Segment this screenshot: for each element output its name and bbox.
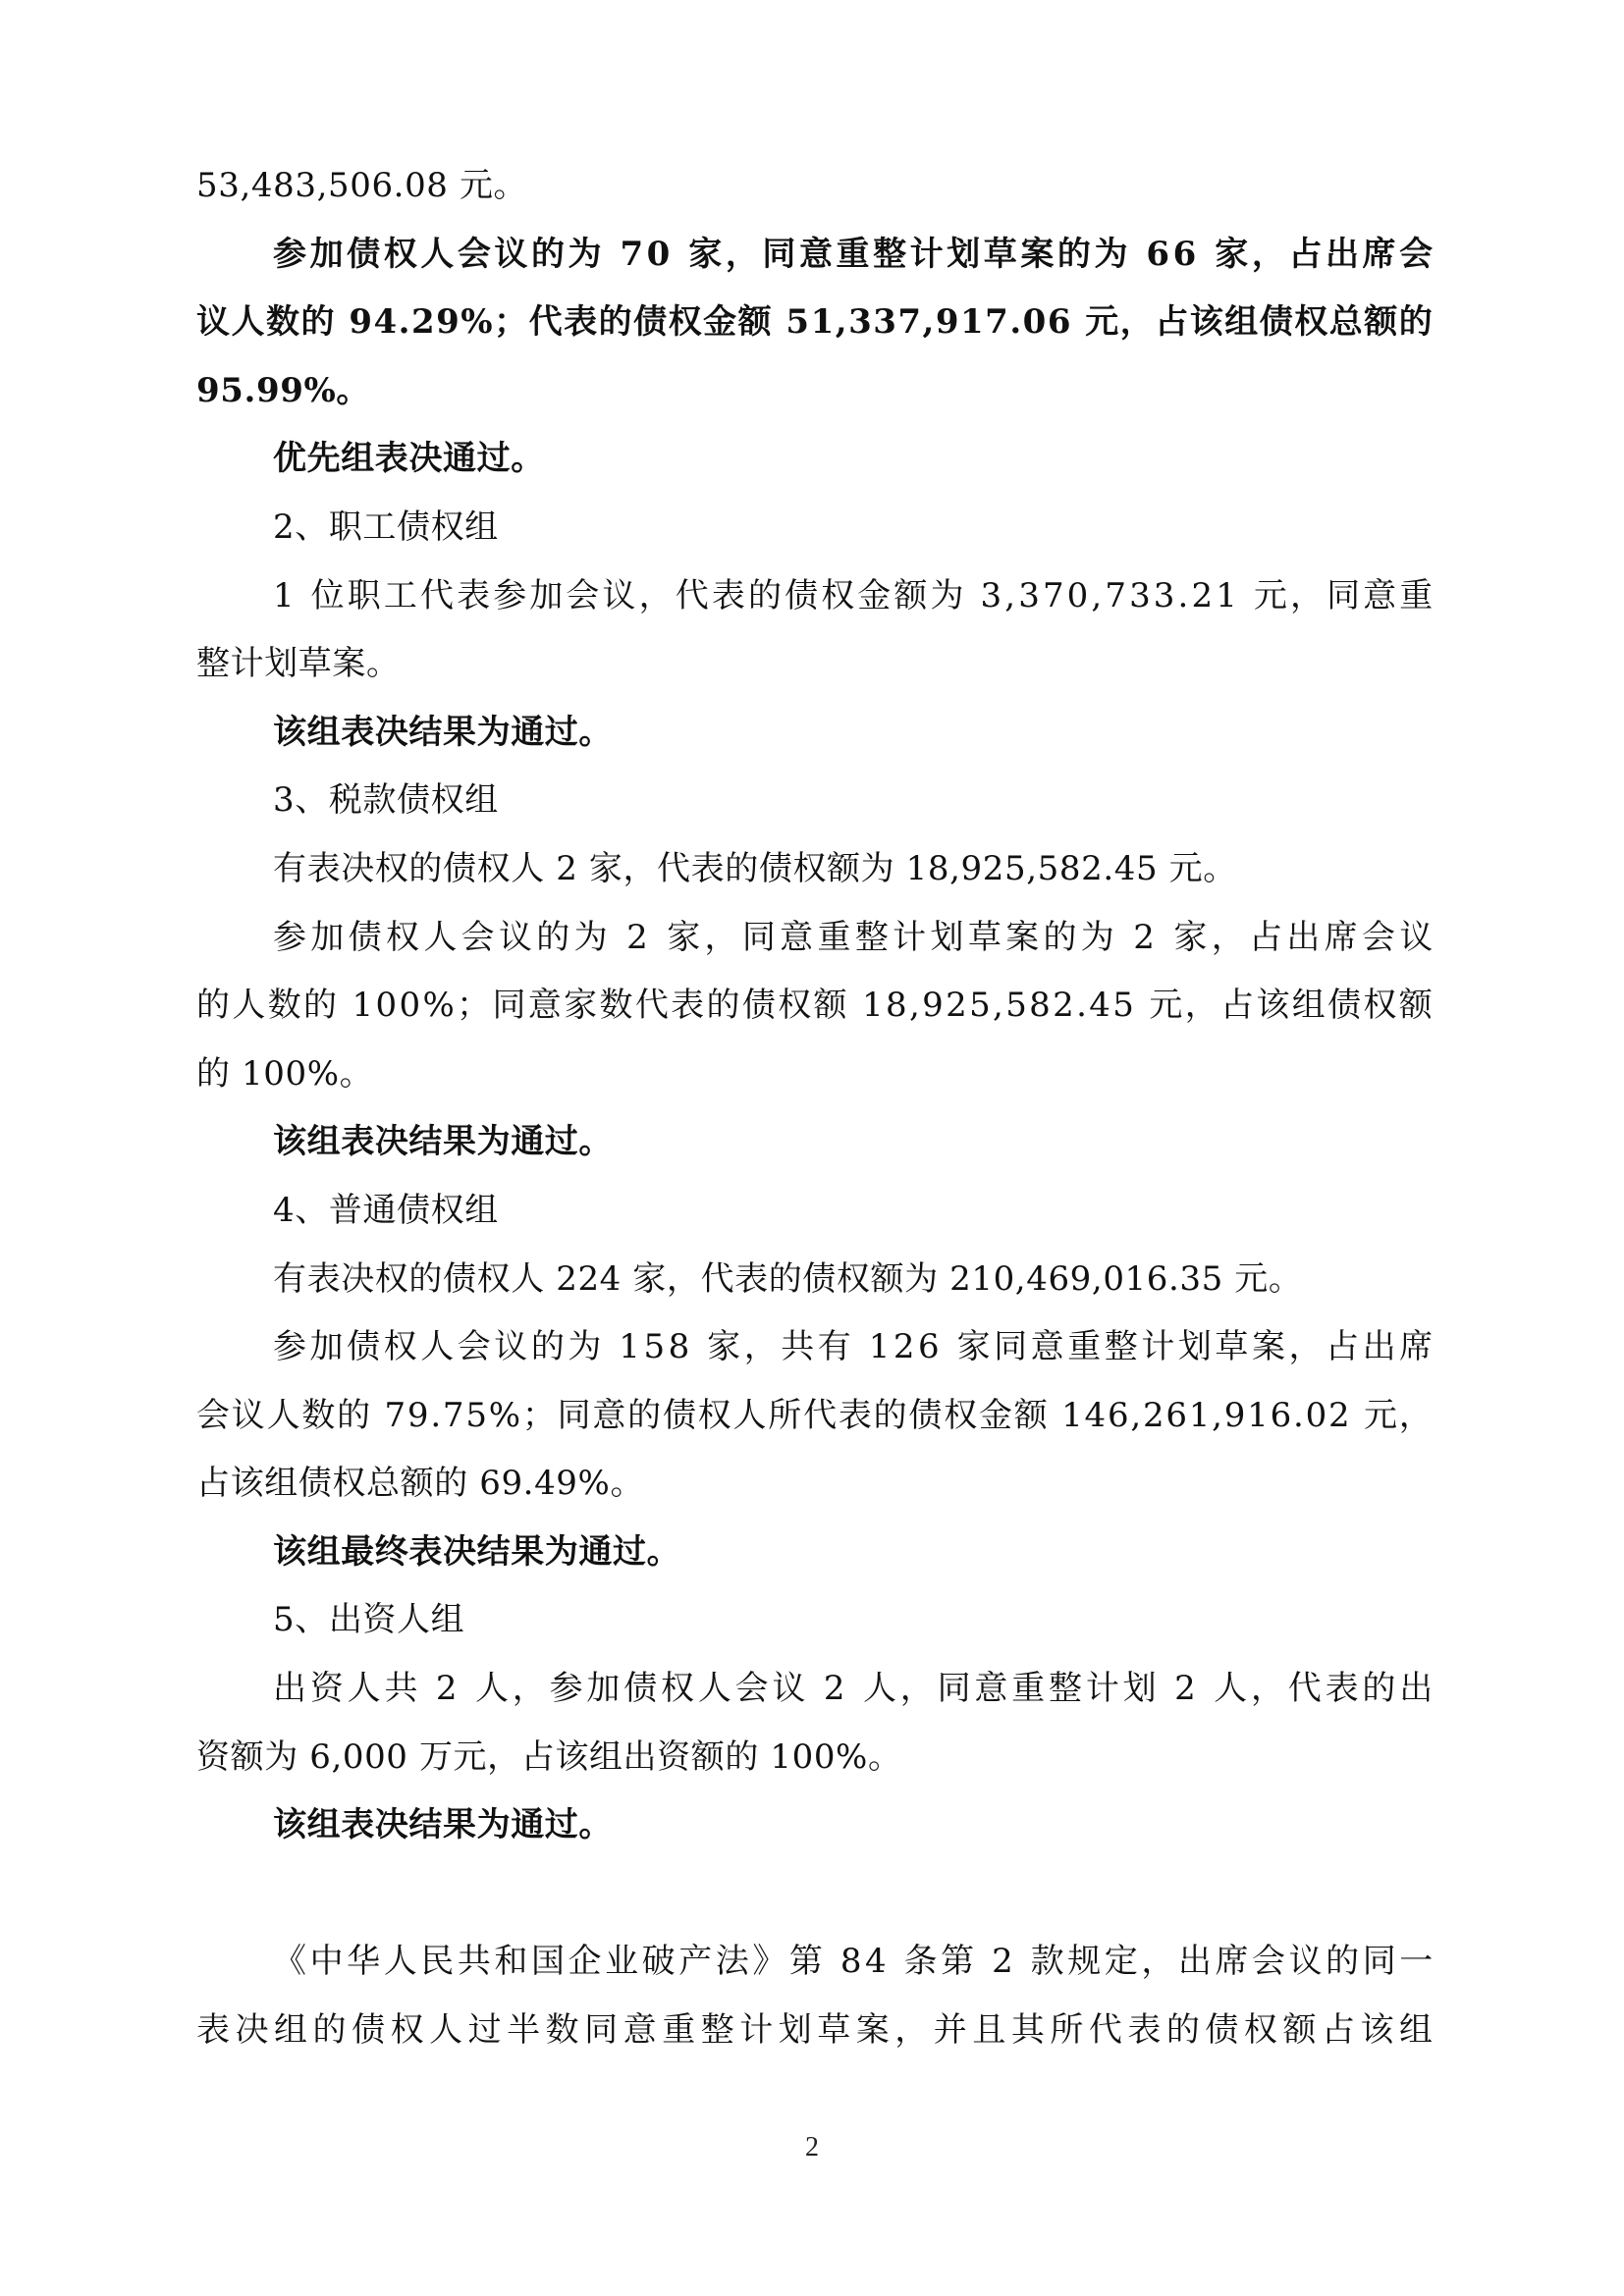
paragraph-line: 《 中 华 人 民 共 和 国 企 业 破 产 法 》 第 8 4 条 第 2 款 规 定 ， 出 席 会 议 的 同 一 <box>273 1942 1434 1982</box>
paragraph-line: 有表决权的债权人 224 家，代表的债权额为 210,469,016.35 元。 <box>273 1258 1303 1299</box>
section-heading: 4、普通债权组 <box>273 1190 499 1230</box>
group-result: 该组最终表决结果为通过。 <box>273 1531 681 1572</box>
paragraph-line: 的 100%。 <box>196 1053 374 1094</box>
paragraph-line: 参 加 债 权 人 会 议 的 为 2 家 ， 同 意 重 整 计 划 草 案 的 为 2 家 ， 占 出 席 会 议 <box>273 917 1434 957</box>
paragraph-line: 53,483,506.08 元。 <box>196 166 528 205</box>
paragraph-line: 占该组债权总额的 69.49%。 <box>196 1464 645 1504</box>
paragraph-line: 出 资 人 共 2 人 ， 参 加 债 权 人 会 议 2 人 ， 同 意 重 整 计 划 2 人 ， 代 表 的 出 <box>273 1669 1434 1709</box>
section-heading: 3、税款债权组 <box>273 780 499 821</box>
paragraph-line: 有表决权的债权人 2 家，代表的债权额为 18,925,582.45 元。 <box>273 848 1237 888</box>
section-heading: 5、出资人组 <box>273 1600 465 1640</box>
paragraph-line: 95.99%。 <box>196 370 370 410</box>
group-result: 该组表决结果为通过。 <box>273 1122 613 1162</box>
section-heading: 2、职工债权组 <box>273 507 499 547</box>
group-result: 该组表决结果为通过。 <box>273 712 613 752</box>
paragraph-line: 资额为 6,000 万元，占该组出资额的 100%。 <box>196 1736 902 1777</box>
paragraph-line: 会 议 人 数 的 7 9 . 7 5 % ； 同 意 的 债 权 人 所 代 表 的 债 权 金 额 1 4 6 , 2 6 1 , 9 1 6 . 0 2 元 ， <box>196 1395 1434 1435</box>
paragraph-line: 议 人 数 的 9 4 . 2 9 % ； 代 表 的 债 权 金 额 5 1 , 3 3 7 , 9 1 7 . 0 6 元 ， 占 该 组 债 权 总 额 的 <box>196 302 1434 343</box>
paragraph-line: 整计划草案。 <box>196 644 401 684</box>
page-number: 2 <box>805 2132 819 2163</box>
paragraph-line: 参 加 债 权 人 会 议 的 为 7 0 家 ， 同 意 重 整 计 划 草 案 的 为 6 6 家 ， 占 出 席 会 <box>273 234 1434 274</box>
paragraph-line: 参 加 债 权 人 会 议 的 为 1 5 8 家 ， 共 有 1 2 6 家 同 意 重 整 计 划 草 案 ， 占 出 席 <box>273 1327 1434 1367</box>
document-body <box>196 152 1434 2065</box>
paragraph-line: 1 位 职 工 代 表 参 加 会 议 ， 代 表 的 债 权 金 额 为 3 , 3 7 0 , 7 3 3 . 2 1 元 ， 同 意 重 <box>273 575 1434 615</box>
group-result: 优先组表决通过。 <box>273 439 545 479</box>
group-result: 该组表决结果为通过。 <box>273 1805 613 1845</box>
paragraph-line: 表 决 组 的 债 权 人 过 半 数 同 意 重 整 计 划 草 案 ， 并 且 其 所 代 表 的 债 权 额 占 该 组 <box>196 2010 1434 2051</box>
paragraph-line: 的 人 数 的 1 0 0 % ； 同 意 家 数 代 表 的 债 权 额 1 8 , 9 2 5 , 5 8 2 . 4 5 元 ， 占 该 组 债 权 额 <box>196 986 1434 1026</box>
paragraph-gap <box>196 1860 1434 1929</box>
